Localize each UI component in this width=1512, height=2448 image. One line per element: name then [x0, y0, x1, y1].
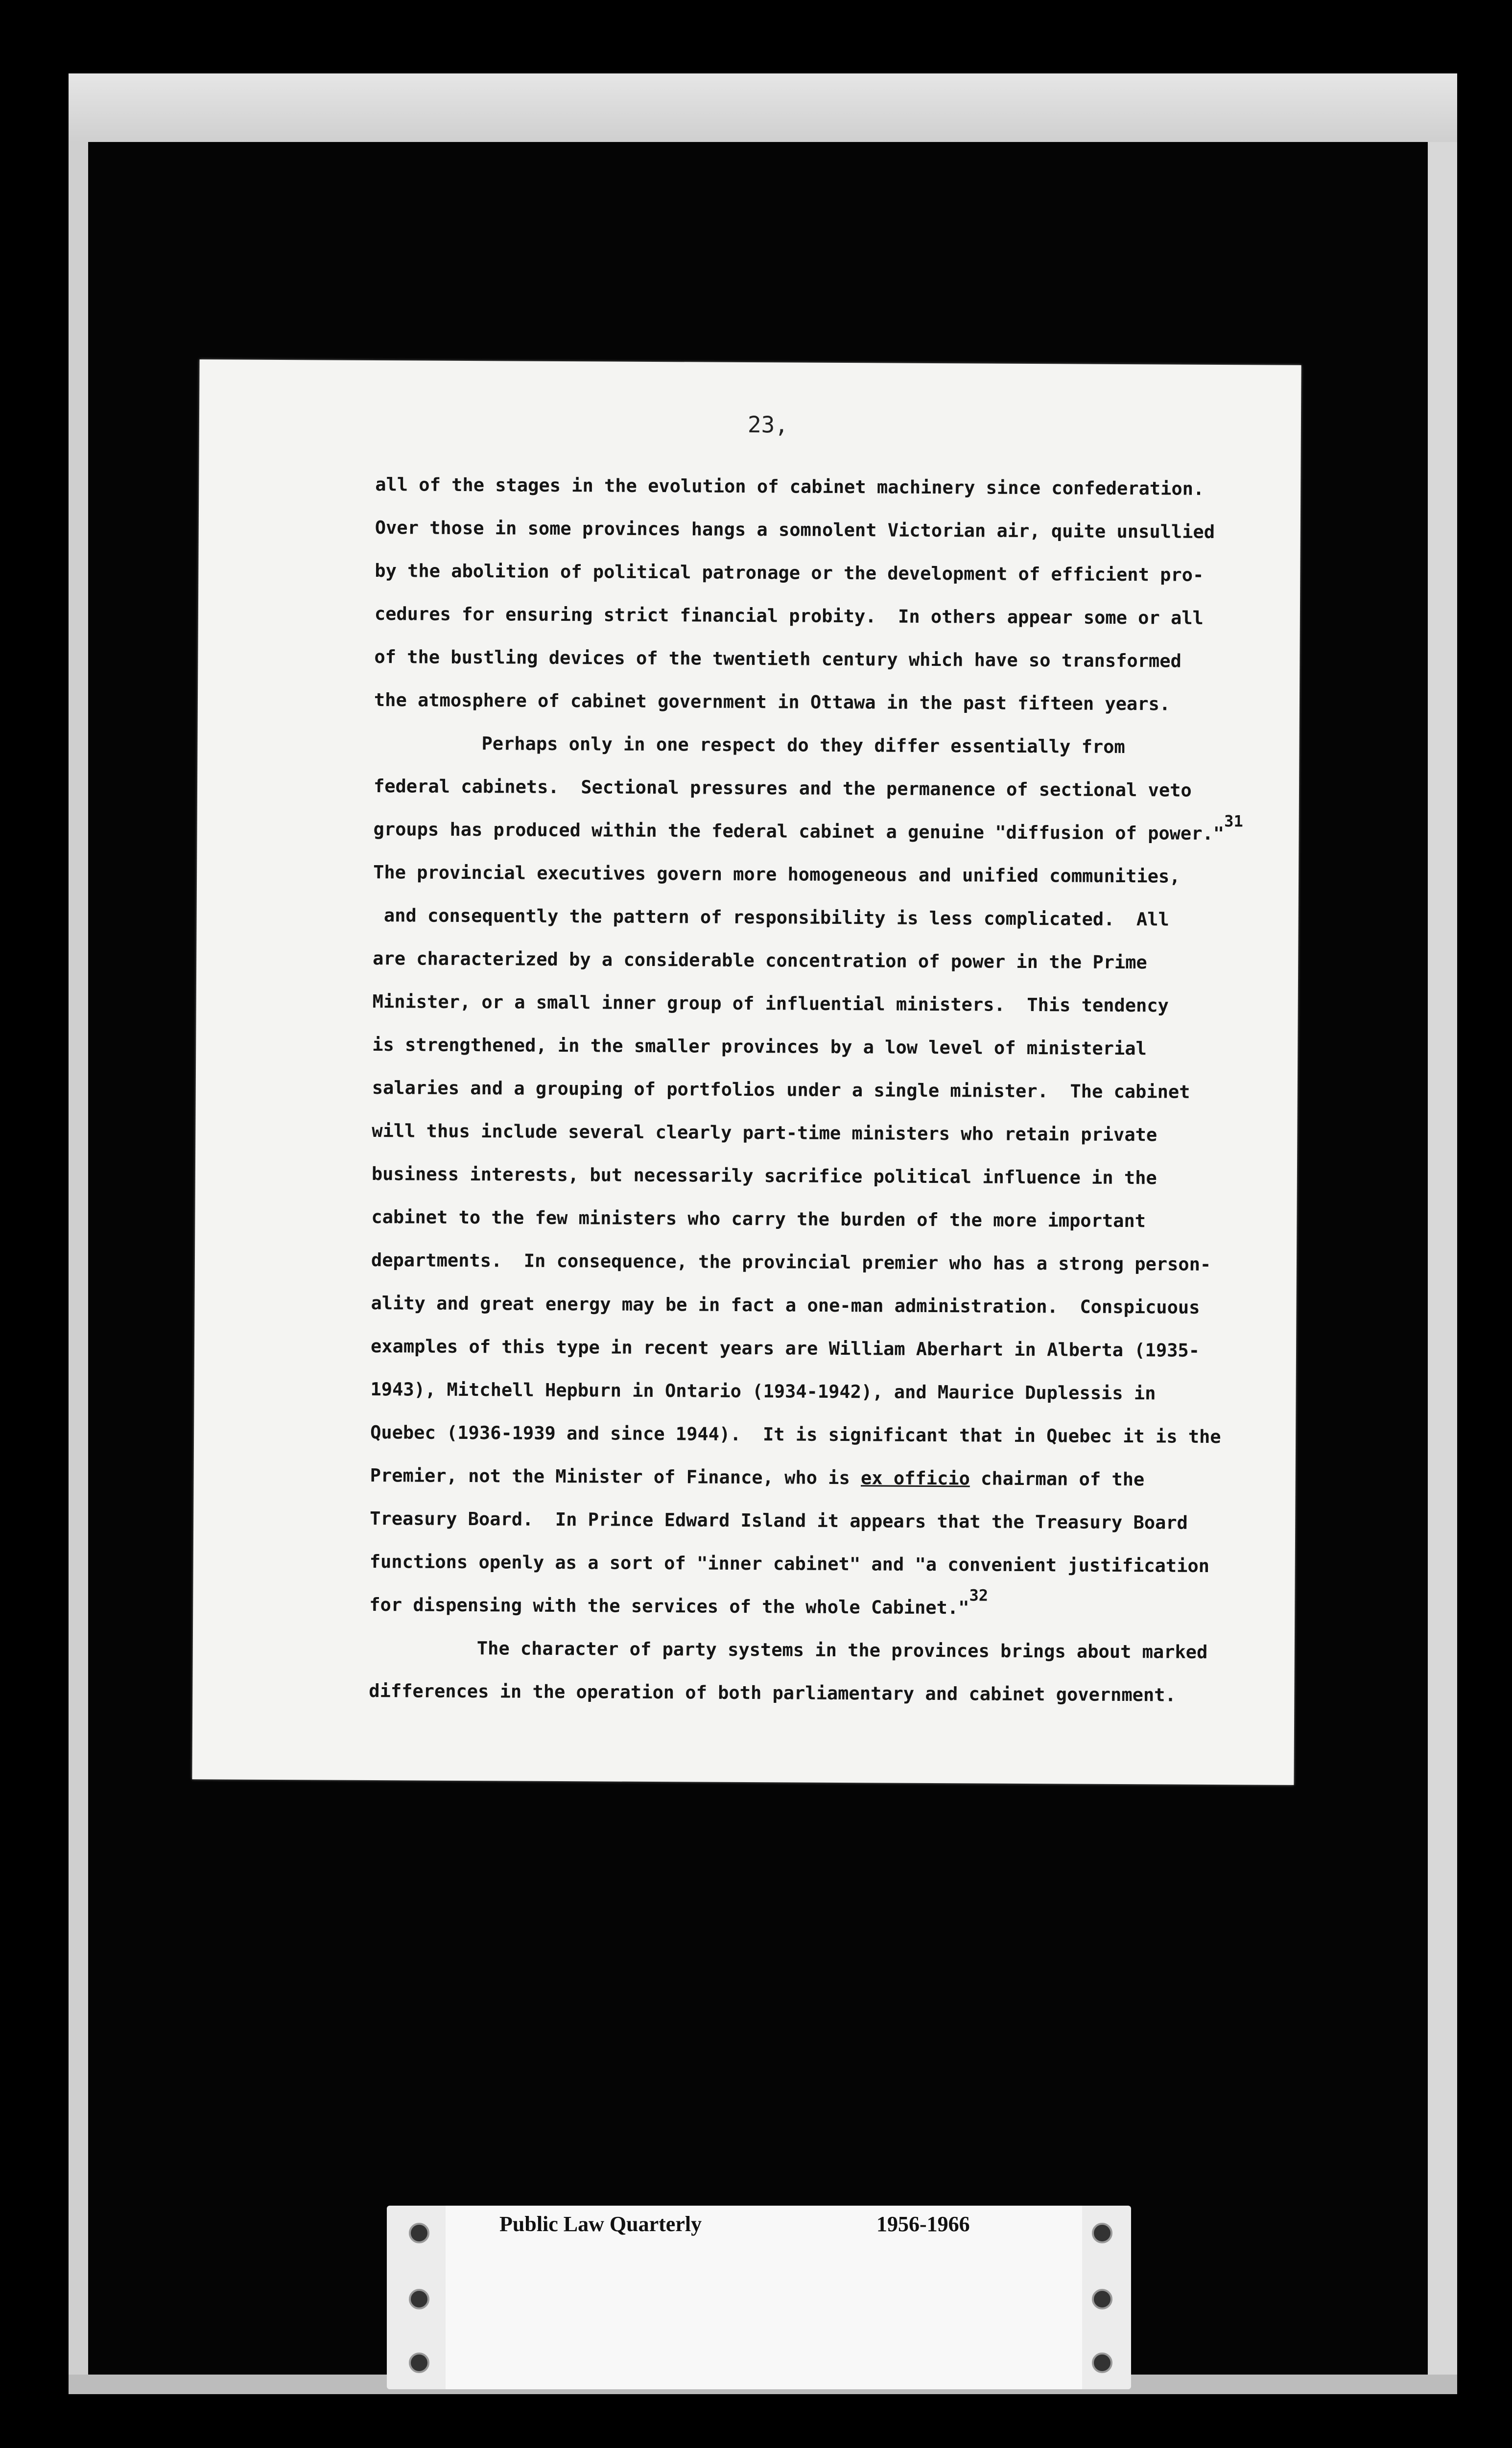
text-line: departments. In consequence, the provincial premier who has a strong person- — [371, 1249, 1211, 1275]
text-line: of the bustling devices of the twentieth century which have so transformed — [374, 646, 1181, 672]
text-line: Quebec (1936-1939 and since 1944). It is significant that in Quebec it is the — [370, 1421, 1221, 1448]
footnote-31: 31 — [1224, 812, 1243, 831]
text-line: cabinet to the few ministers who carry the burden of the more important — [371, 1206, 1146, 1232]
footnote-32: 32 — [969, 1586, 989, 1605]
text-line: and consequently the pattern of responsibility is less complicated. All — [373, 904, 1169, 930]
punch-hole-icon — [1092, 2223, 1112, 2243]
punch-hole-icon — [409, 2353, 429, 2373]
text-segment: Premier, not the Minister of Finance, who is — [370, 1464, 861, 1489]
text-line: salaries and a grouping of portfolios under a single minister. The cabinet — [372, 1077, 1190, 1103]
text-line: the atmosphere of cabinet government in Ottawa in the past fifteen years. — [374, 689, 1171, 715]
film-top-strip — [69, 73, 1457, 142]
text-line: all of the stages in the evolution of cabinet machinery since confederation. — [375, 474, 1205, 499]
text-segment: for dispensing with the services of the whole Cabinet." — [369, 1594, 969, 1619]
text-line: examples of this type in recent years are William Aberhart in Alberta (1935- — [370, 1335, 1200, 1361]
text-line: Minister, or a small inner group of influential ministers. This tendency — [372, 990, 1169, 1016]
text-line: will thus include several clearly part-time ministers who retain private — [372, 1120, 1158, 1146]
label-title: Public Law Quarterly — [499, 2212, 702, 2236]
text-segment: chairman of the — [969, 1468, 1145, 1490]
underlined-phrase: ex officio — [860, 1467, 970, 1489]
text-line-with-footnote — [369, 1583, 1251, 1631]
archive-label-card — [387, 2206, 1131, 2389]
film-right-strip — [1428, 142, 1457, 2394]
punch-hole-icon — [409, 2223, 429, 2243]
text-line: Treasury Board. In Prince Edward Island it appears that the Treasury Board — [370, 1507, 1188, 1533]
punch-hole-icon — [409, 2289, 429, 2309]
text-line: federal cabinets. Sectional pressures and the permanence of sectional veto — [373, 776, 1192, 801]
punch-hole-icon — [1092, 2353, 1112, 2373]
text-line-with-underline — [370, 1454, 1251, 1502]
punch-hole-icon — [1092, 2289, 1112, 2309]
text-line: by the abolition of political patronage or the development of efficient pro- — [375, 560, 1204, 586]
text-line: 1943), Mitchell Hepburn in Ontario (1934-1942), and Maurice Duplessis in — [370, 1378, 1156, 1404]
label-years: 1956-1966 — [876, 2212, 970, 2236]
text-line-with-footnote — [373, 808, 1254, 855]
film-left-strip — [69, 142, 88, 2394]
text-segment: groups has produced within the federal cabinet a genuine "diffusion of power." — [373, 819, 1225, 845]
text-line: is strengthened, in the smaller provinces by a low level of ministerial — [372, 1034, 1147, 1059]
text-line: business interests, but necessarily sacrifice political influence in the — [371, 1163, 1157, 1189]
page-body — [369, 463, 1256, 1717]
text-line: The character of party systems in the provinces brings about marked — [476, 1638, 1208, 1663]
text-line: Perhaps only in one respect do they differ essentially from — [481, 733, 1125, 758]
text-line: ality and great energy may be in fact a one-man administration. Conspicuous — [371, 1292, 1200, 1318]
typed-page — [192, 359, 1301, 1785]
text-line: cedures for ensuring strict financial probity. In others appear some or all — [374, 603, 1204, 629]
text-line: The provincial executives govern more homogeneous and unified communities, — [373, 862, 1181, 887]
text-line: are characterized by a considerable concentration of power in the Prime — [373, 947, 1147, 973]
text-line: Over those in some provinces hangs a somnolent Victorian air, quite unsullied — [375, 517, 1215, 542]
text-line: differences in the operation of both parliamentary and cabinet government. — [369, 1680, 1176, 1706]
text-line: functions openly as a sort of "inner cabinet" and "a convenient justification — [369, 1551, 1210, 1577]
page-number: 23, — [747, 411, 789, 438]
